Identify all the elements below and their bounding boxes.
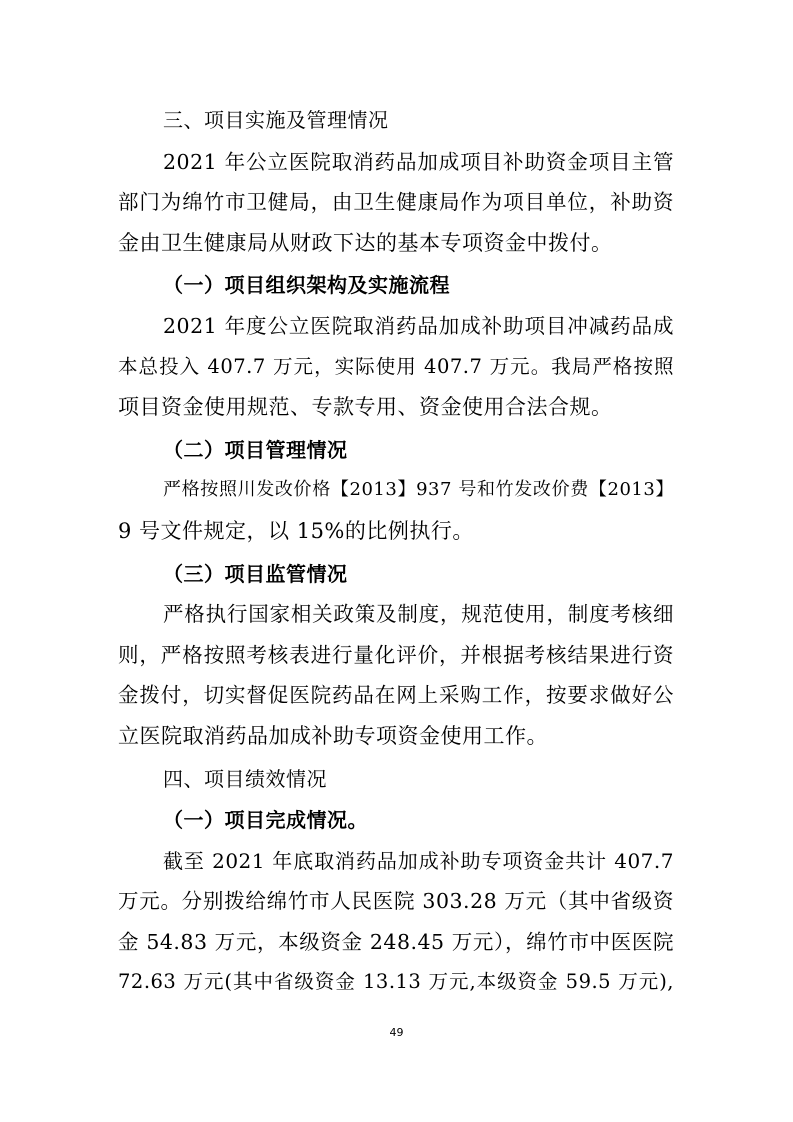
intro-line-2: 部门为绵竹市卫健局，由卫生健康局作为项目单位，补助资 xyxy=(118,190,674,214)
section-4-heading: 四、项目绩效情况 xyxy=(163,767,327,791)
section-3-heading: 三、项目实施及管理情况 xyxy=(163,108,389,132)
page-number: 49 xyxy=(389,1026,404,1039)
sub3-line-4: 立医院取消药品加成补助专项资金使用工作。 xyxy=(118,724,548,748)
sub1-line-1: 2021 年度公立医院取消药品加成补助项目冲减药品成 xyxy=(163,314,674,338)
subsection-1-heading: （一）项目组织架构及实施流程 xyxy=(163,273,450,297)
s4-sub1-line-2: 万元。分别拨给绵竹市人民医院 303.28 万元（其中省级资 xyxy=(118,889,674,913)
intro-line-3: 金由卫生健康局从财政下达的基本专项资金中拨付。 xyxy=(118,231,613,255)
s4-sub1-line-1: 截至 2021 年底取消药品加成补助专项资金共计 407.7 xyxy=(163,849,674,873)
subsection-2-heading: （二）项目管理情况 xyxy=(163,438,348,462)
sub2-line-1: 严格按照川发改价格【2013】937 号和竹发改价费【2013】 xyxy=(163,479,674,500)
sub3-line-2: 则，严格按照考核表进行量化评价，并根据考核结果进行资 xyxy=(118,643,674,667)
s4-sub1-line-4: 72.63 万元(其中省级资金 13.13 万元,本级资金 59.5 万元), xyxy=(118,970,674,993)
sub1-line-2: 本总投入 407.7 万元，实际使用 407.7 万元。我局严格按照 xyxy=(118,355,674,378)
sub3-line-1: 严格执行国家相关政策及制度，规范使用，制度考核细 xyxy=(163,602,674,626)
s4-sub1-line-3: 金 54.83 万元，本级资金 248.45 万元），绵竹市中医医院 xyxy=(118,930,674,954)
section-4-subsection-1-heading: （一）项目完成情况。 xyxy=(163,808,368,832)
intro-line-1: 2021 年公立医院取消药品加成项目补助资金项目主管 xyxy=(163,150,674,174)
sub3-line-3: 金拨付，切实督促医院药品在网上采购工作，按要求做好公 xyxy=(118,683,674,707)
sub1-line-3: 项目资金使用规范、专款专用、资金使用合法合规。 xyxy=(118,395,613,419)
subsection-3-heading: （三）项目监管情况 xyxy=(163,562,348,586)
sub2-line-2: 9 号文件规定，以 15%的比例执行。 xyxy=(118,519,474,543)
